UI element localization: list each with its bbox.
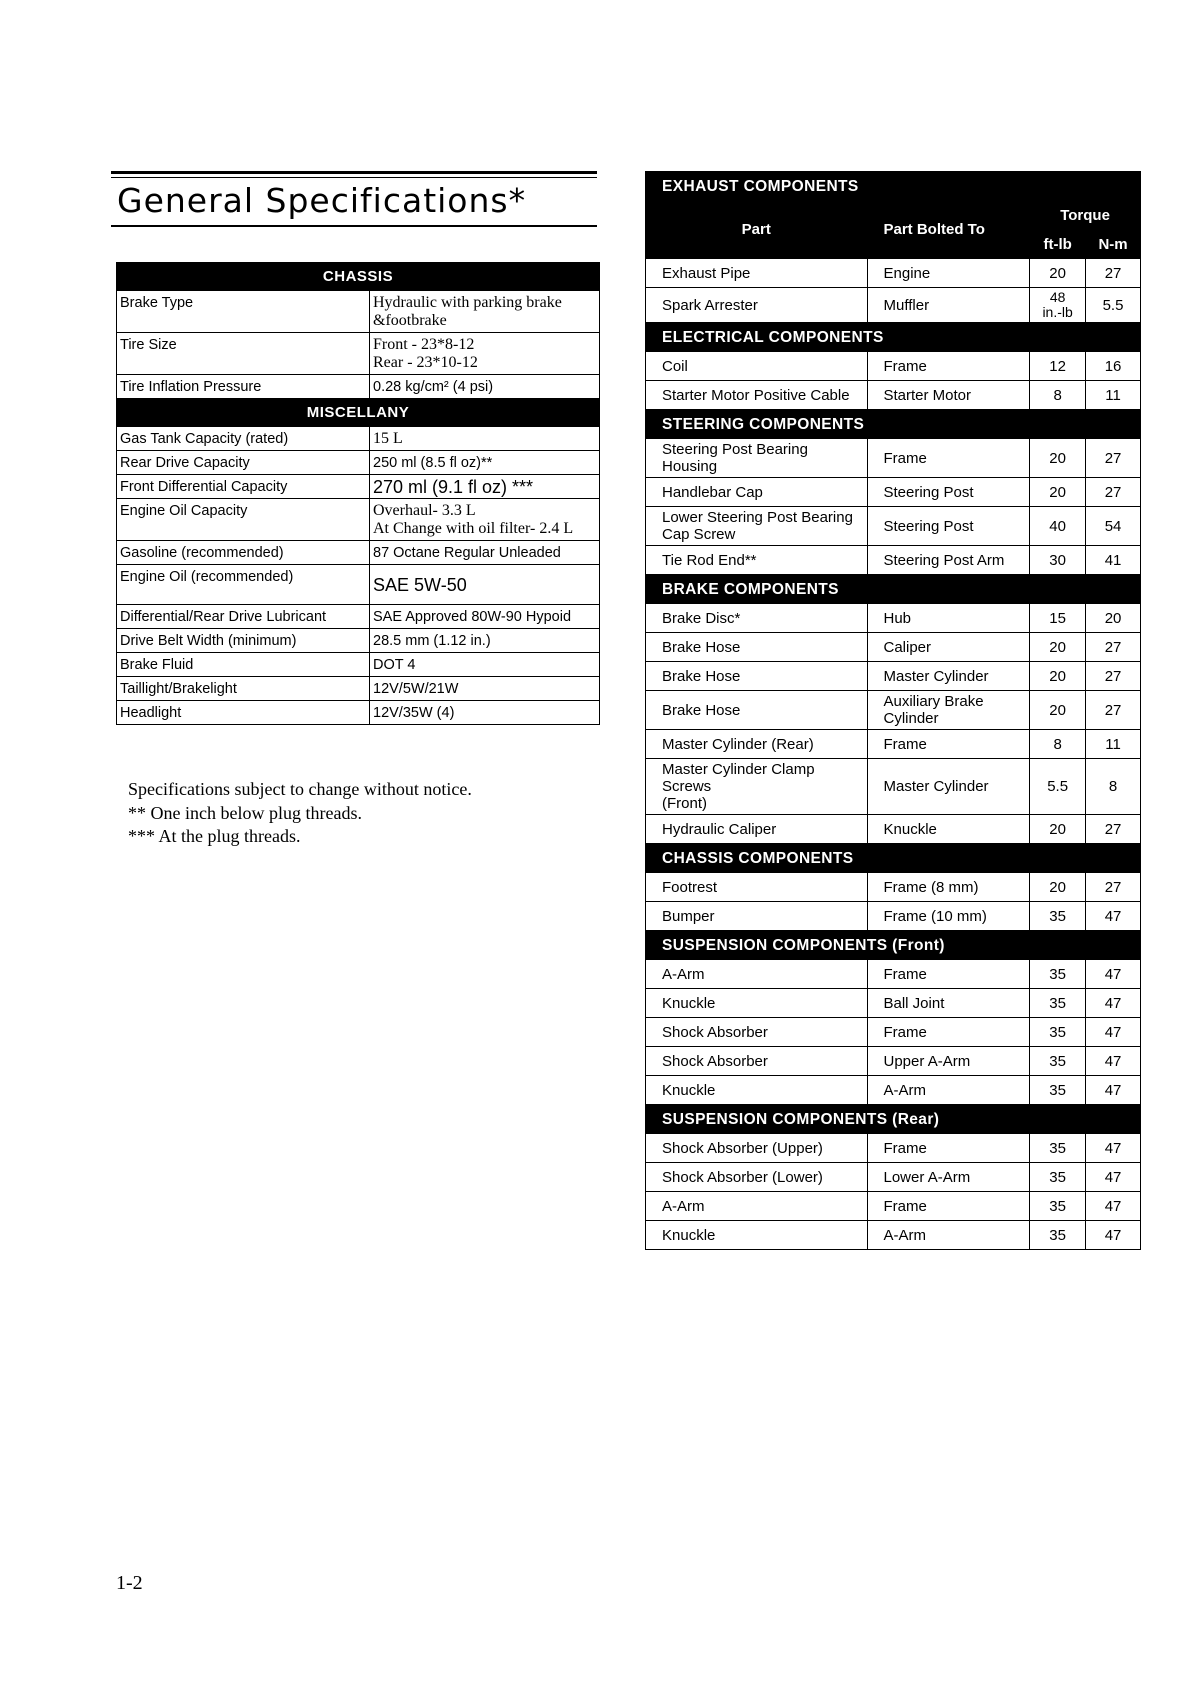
torque-nm-cell: 47 [1086,1018,1141,1047]
torque-nm-cell: 27 [1086,259,1141,288]
torque-nm-cell: 47 [1086,1134,1141,1163]
section-heading: MISCELLANY [117,399,600,427]
torque-section-header [646,931,1141,960]
torque-row [646,1018,1141,1047]
spec-value: SAE Approved 80W-90 Hypoid [370,605,600,629]
torque-nm-cell: 27 [1086,478,1141,507]
part-cell: Knuckle [646,989,868,1018]
torque-nm-cell: 11 [1086,730,1141,759]
torque-nm-cell: 47 [1086,1192,1141,1221]
part-cell: Brake Disc* [646,604,868,633]
torque-row [646,546,1141,575]
spec-label: Gasoline (recommended) [117,541,370,565]
spec-row [117,427,600,451]
spec-label: Front Differential Capacity [117,475,370,499]
torque-row [646,507,1141,546]
part-cell: Handlebar Cap [646,478,868,507]
spec-value: 15 L [370,427,600,451]
spec-label: Gas Tank Capacity (rated) [117,427,370,451]
section-heading: ELECTRICAL COMPONENTS [646,323,1141,352]
torque-section-header [646,172,1141,201]
spec-label: Brake Type [117,291,370,333]
spec-label: Taillight/Brakelight [117,677,370,701]
torque-row [646,1192,1141,1221]
bolted-to-cell: Frame [867,439,1030,478]
part-cell: Shock Absorber (Lower) [646,1163,868,1192]
torque-nm-cell: 47 [1086,989,1141,1018]
bolted-to-cell: Hub [867,604,1030,633]
torque-row [646,1047,1141,1076]
part-cell: A-Arm [646,1192,868,1221]
bolted-to-cell: Frame [867,1134,1030,1163]
spec-value: DOT 4 [370,653,600,677]
torque-nm-cell: 27 [1086,633,1141,662]
spec-section-header [117,263,600,291]
footnote: ** One inch below plug threads. [128,802,362,823]
torque-row [646,989,1141,1018]
torque-row [646,1221,1141,1250]
column-header-torque: Torque [1030,201,1141,230]
page-number: 1-2 [116,1572,143,1594]
bolted-to-cell: A-Arm [867,1076,1030,1105]
spec-value: Overhaul- 3.3 L At Change with oil filter- 2.4 L [370,499,600,541]
spec-table-body [117,263,600,725]
spec-label: Headlight [117,701,370,725]
torque-row [646,352,1141,381]
torque-ftlb-cell: 35 [1030,1134,1086,1163]
part-cell: Master Cylinder (Rear) [646,730,868,759]
torque-ftlb-cell: 20 [1030,873,1086,902]
bolted-to-cell: Lower A-Arm [867,1163,1030,1192]
spec-section-header [117,399,600,427]
section-heading: EXHAUST COMPONENTS [646,172,1141,201]
general-specifications-table [116,262,600,725]
torque-row [646,259,1141,288]
part-cell: A-Arm [646,960,868,989]
part-cell: Shock Absorber [646,1047,868,1076]
bolted-to-cell: Master Cylinder [867,662,1030,691]
torque-ftlb-cell: 15 [1030,604,1086,633]
torque-row [646,439,1141,478]
torque-nm-cell: 27 [1086,873,1141,902]
column-header-part: Part [646,201,868,259]
title-rule-top [111,171,597,174]
torque-ftlb-cell: 5.5 [1030,759,1086,815]
torque-nm-cell: 27 [1086,815,1141,844]
spec-value: 12V/5W/21W [370,677,600,701]
bolted-to-cell: Engine [867,259,1030,288]
spec-row [117,451,600,475]
torque-row [646,902,1141,931]
spec-value: SAE 5W-50 [370,565,600,605]
torque-ftlb-cell: 35 [1030,1192,1086,1221]
torque-nm-cell: 27 [1086,439,1141,478]
bolted-to-cell: Steering Post [867,507,1030,546]
part-cell: Tie Rod End** [646,546,868,575]
spec-row [117,333,600,375]
footnote: *** At the plug threads. [128,826,301,846]
title-block [111,171,597,227]
footnotes [128,778,472,849]
spec-row [117,291,600,333]
torque-ftlb-cell: 20 [1030,691,1086,730]
part-cell: Brake Hose [646,633,868,662]
torque-nm-cell: 47 [1086,1047,1141,1076]
torque-row [646,815,1141,844]
bolted-to-cell: Steering Post [867,478,1030,507]
part-cell: Lower Steering Post Bearing Cap Screw [646,507,868,546]
part-cell: Steering Post Bearing Housing [646,439,868,478]
bolted-to-cell: Steering Post Arm [867,546,1030,575]
torque-section-header [646,844,1141,873]
part-cell: Shock Absorber [646,1018,868,1047]
spec-label: Brake Fluid [117,653,370,677]
section-heading: CHASSIS COMPONENTS [646,844,1141,873]
bolted-to-cell: Master Cylinder [867,759,1030,815]
part-cell: Brake Hose [646,662,868,691]
torque-section-header [646,410,1141,439]
torque-nm-cell: 8 [1086,759,1141,815]
section-heading: SUSPENSION COMPONENTS (Front) [646,931,1141,960]
part-cell: Coil [646,352,868,381]
spec-value: 250 ml (8.5 fl oz)** [370,451,600,475]
torque-row [646,604,1141,633]
torque-nm-cell: 11 [1086,381,1141,410]
spec-value: 270 ml (9.1 fl oz) *** [370,475,600,499]
torque-column-headers [646,201,1141,230]
torque-nm-cell: 47 [1086,1163,1141,1192]
torque-section-header [646,1105,1141,1134]
part-cell: Hydraulic Caliper [646,815,868,844]
spec-value: 87 Octane Regular Unleaded [370,541,600,565]
section-heading: BRAKE COMPONENTS [646,575,1141,604]
torque-ftlb-cell: 35 [1030,1076,1086,1105]
torque-ftlb-cell: 35 [1030,960,1086,989]
bolted-to-cell: Frame [867,1192,1030,1221]
spec-label: Rear Drive Capacity [117,451,370,475]
torque-nm-cell: 47 [1086,960,1141,989]
torque-ftlb-cell: 48 in.-lb [1030,288,1086,323]
part-cell: Shock Absorber (Upper) [646,1134,868,1163]
title-rule-bottom [111,225,597,227]
section-heading: CHASSIS [117,263,600,291]
bolted-to-cell: Auxiliary Brake Cylinder [867,691,1030,730]
bolted-to-cell: Starter Motor [867,381,1030,410]
bolted-to-cell: Frame [867,352,1030,381]
part-cell: Master Cylinder Clamp Screws (Front) [646,759,868,815]
footnote: Specifications subject to change without notice. [128,779,472,799]
spec-label: Tire Size [117,333,370,375]
part-cell: Knuckle [646,1076,868,1105]
bolted-to-cell: Upper A-Arm [867,1047,1030,1076]
spec-row [117,701,600,725]
torque-ftlb-cell: 35 [1030,1221,1086,1250]
spec-label: Differential/Rear Drive Lubricant [117,605,370,629]
part-cell: Knuckle [646,1221,868,1250]
part-cell: Brake Hose [646,691,868,730]
column-header-nm: N-m [1086,230,1141,259]
torque-table-body [646,172,1141,1250]
torque-ftlb-cell: 20 [1030,662,1086,691]
spec-row [117,499,600,541]
spec-label: Engine Oil (recommended) [117,565,370,605]
torque-ftlb-cell: 8 [1030,381,1086,410]
torque-ftlb-cell: 35 [1030,1047,1086,1076]
spec-row [117,629,600,653]
page-title: General Specifications* [117,181,527,220]
spec-value: 0.28 kg/cm² (4 psi) [370,375,600,399]
torque-ftlb-cell: 20 [1030,259,1086,288]
spec-row [117,677,600,701]
torque-ftlb-cell: 40 [1030,507,1086,546]
spec-value: Hydraulic with parking brake &footbrake [370,291,600,333]
torque-ftlb-cell: 30 [1030,546,1086,575]
spec-label: Engine Oil Capacity [117,499,370,541]
torque-nm-cell: 16 [1086,352,1141,381]
torque-nm-cell: 5.5 [1086,288,1141,323]
spec-row [117,475,600,499]
torque-nm-cell: 20 [1086,604,1141,633]
section-heading: STEERING COMPONENTS [646,410,1141,439]
torque-nm-cell: 27 [1086,662,1141,691]
part-cell: Footrest [646,873,868,902]
spec-row [117,653,600,677]
torque-nm-cell: 47 [1086,1221,1141,1250]
part-cell: Exhaust Pipe [646,259,868,288]
part-cell: Bumper [646,902,868,931]
torque-nm-cell: 41 [1086,546,1141,575]
torque-row [646,288,1141,323]
torque-row [646,873,1141,902]
torque-ftlb-cell: 35 [1030,1018,1086,1047]
bolted-to-cell: Muffler [867,288,1030,323]
bolted-to-cell: Frame [867,730,1030,759]
spec-row [117,541,600,565]
spec-value: Front - 23*8-12 Rear - 23*10-12 [370,333,600,375]
bolted-to-cell: Frame (8 mm) [867,873,1030,902]
torque-row [646,1076,1141,1105]
torque-row [646,1134,1141,1163]
torque-ftlb-cell: 20 [1030,633,1086,662]
column-header-part-bolted-to: Part Bolted To [867,201,1030,259]
part-cell: Spark Arrester [646,288,868,323]
torque-ftlb-cell: 35 [1030,1163,1086,1192]
bolted-to-cell: Frame [867,960,1030,989]
torque-row [646,662,1141,691]
torque-ftlb-cell: 20 [1030,478,1086,507]
part-cell: Starter Motor Positive Cable [646,381,868,410]
torque-ftlb-cell: 35 [1030,902,1086,931]
bolted-to-cell: Ball Joint [867,989,1030,1018]
bolted-to-cell: Frame [867,1018,1030,1047]
torque-row [646,730,1141,759]
torque-row [646,960,1141,989]
bolted-to-cell: Knuckle [867,815,1030,844]
section-heading: SUSPENSION COMPONENTS (Rear) [646,1105,1141,1134]
bolted-to-cell: Caliper [867,633,1030,662]
torque-section-header [646,323,1141,352]
bolted-to-cell: A-Arm [867,1221,1030,1250]
spec-label: Tire Inflation Pressure [117,375,370,399]
spec-label: Drive Belt Width (minimum) [117,629,370,653]
torque-ftlb-cell: 20 [1030,815,1086,844]
torque-row [646,759,1141,815]
torque-ftlb-cell: 20 [1030,439,1086,478]
torque-ftlb-cell: 12 [1030,352,1086,381]
torque-specifications-table [645,171,1141,1250]
torque-nm-cell: 47 [1086,902,1141,931]
torque-nm-cell: 27 [1086,691,1141,730]
torque-ftlb-cell: 8 [1030,730,1086,759]
spec-row [117,565,600,605]
torque-row [646,381,1141,410]
torque-row [646,633,1141,662]
spec-row [117,375,600,399]
spec-value: 28.5 mm (1.12 in.) [370,629,600,653]
torque-row [646,1163,1141,1192]
column-header-ftlb: ft-lb [1030,230,1086,259]
torque-section-header [646,575,1141,604]
torque-ftlb-cell: 35 [1030,989,1086,1018]
torque-row [646,691,1141,730]
bolted-to-cell: Frame (10 mm) [867,902,1030,931]
spec-row [117,605,600,629]
spec-value: 12V/35W (4) [370,701,600,725]
torque-nm-cell: 54 [1086,507,1141,546]
torque-nm-cell: 47 [1086,1076,1141,1105]
torque-row [646,478,1141,507]
